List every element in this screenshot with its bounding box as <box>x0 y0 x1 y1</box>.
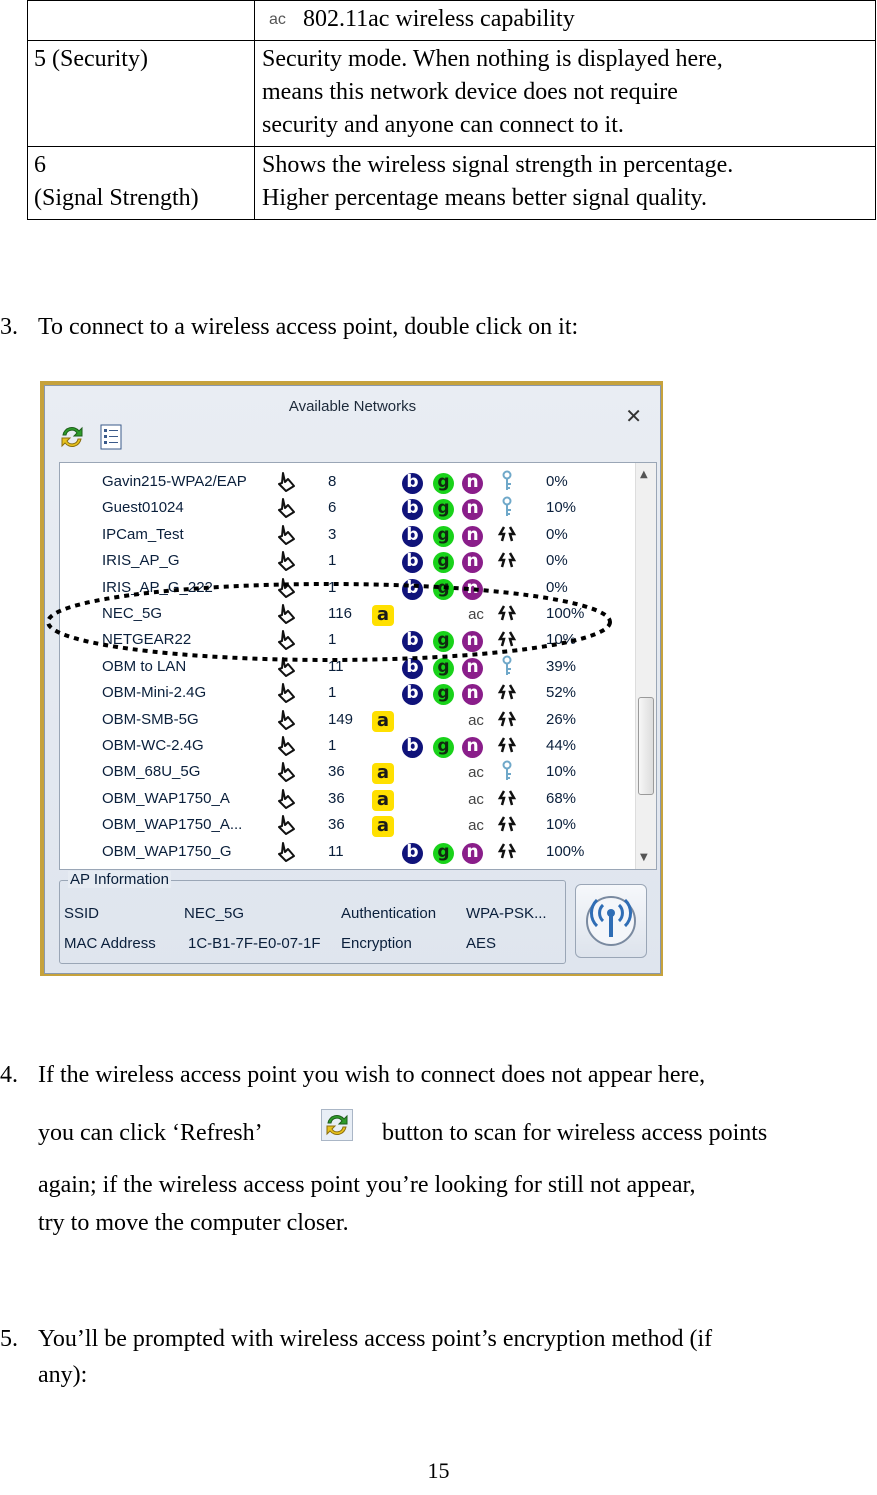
cell-text: means this network device does not require <box>262 79 678 105</box>
mode-b-icon: b <box>402 499 423 520</box>
signal-strength: 0% <box>546 578 568 596</box>
mode-g-icon: g <box>433 473 454 494</box>
signal-strength: 10% <box>546 816 577 834</box>
table-cell <box>255 41 876 147</box>
ap-information-legend: AP Information <box>70 871 169 888</box>
mode-n-icon: n <box>462 684 483 705</box>
mode-b-icon: b <box>402 737 423 758</box>
network-ssid: IRIS_AP_G_222 <box>102 578 213 596</box>
mode-g-icon: g <box>433 737 454 758</box>
step-text: any): <box>38 1362 88 1388</box>
network-ssid: IRIS_AP_G <box>102 552 180 570</box>
mode-b-icon: b <box>402 526 423 547</box>
legend-table <box>27 0 876 220</box>
list-view-icon[interactable] <box>97 422 127 452</box>
mode-b-icon: b <box>402 579 423 600</box>
network-channel: 11 <box>328 657 344 675</box>
mode-g-icon: g <box>433 658 454 679</box>
network-ssid: OBM to LAN <box>102 657 187 675</box>
network-channel: 1 <box>328 684 337 702</box>
network-list[interactable] <box>59 462 657 870</box>
signal-strength: 0% <box>546 473 568 490</box>
scroll-down-icon[interactable]: ▼ <box>640 852 648 863</box>
security-key-icon <box>496 760 518 782</box>
mode-n-icon: n <box>462 631 483 652</box>
security-key-icon <box>496 496 518 518</box>
ssid-label: SSID <box>64 905 100 922</box>
infrastructure-icon <box>274 523 298 547</box>
network-ssid: Gavin215-WPA2/EAP <box>102 473 247 490</box>
network-ssid: NEC_5G <box>102 605 163 622</box>
infrastructure-icon <box>274 760 298 784</box>
mode-n-icon: n <box>462 658 483 679</box>
table-row <box>28 41 876 147</box>
wireless-connect-icon <box>576 885 646 957</box>
mac-address-value: 1C-B1-7F-E0-07-1F <box>188 935 321 952</box>
network-ssid: OBM_WAP1750_A <box>102 789 230 807</box>
network-channel: 149 <box>328 710 354 728</box>
network-row[interactable] <box>60 707 626 733</box>
network-ssid: Guest01024 <box>102 499 184 517</box>
infrastructure-icon <box>274 496 298 520</box>
step-text: If the wireless access point you wish to connect does not appear here, <box>38 1062 706 1088</box>
infrastructure-icon <box>274 840 298 864</box>
cell-text: (Signal Strength) <box>34 185 199 211</box>
open-security-icon <box>496 787 518 809</box>
infrastructure-icon <box>274 708 298 732</box>
network-ssid: OBM_WAP1750_G <box>102 842 232 860</box>
refresh-icon <box>321 1109 353 1141</box>
signal-strength: 39% <box>546 657 577 675</box>
signal-strength: 100% <box>546 842 585 860</box>
step-5 <box>0 1322 877 1402</box>
infrastructure-icon <box>274 787 298 811</box>
network-row[interactable] <box>60 548 626 574</box>
network-channel: 8 <box>328 473 337 490</box>
signal-strength: 0% <box>546 525 568 543</box>
step-text: button to scan for wireless access points <box>382 1120 768 1146</box>
mac-address-label: MAC Address <box>64 935 156 952</box>
infrastructure-icon <box>274 813 298 837</box>
network-channel: 1 <box>328 578 337 596</box>
cell-text: 802.11ac wireless capability <box>303 6 575 32</box>
open-security-icon <box>496 549 518 571</box>
open-security-icon <box>496 734 518 756</box>
network-ssid: OBM_68U_5G <box>102 763 201 781</box>
mode-g-icon: g <box>433 552 454 573</box>
cell-text: 6 <box>34 152 46 178</box>
mode-b-icon: b <box>402 658 423 679</box>
ssid-value: NEC_5G <box>184 905 245 922</box>
table-cell <box>255 1 876 41</box>
infrastructure-icon <box>274 470 298 494</box>
refresh-icon[interactable] <box>57 422 87 452</box>
network-channel: 36 <box>328 789 345 807</box>
step-text: You’ll be prompted with wireless access point’s encryption method (if <box>38 1326 713 1352</box>
mode-ac-icon: ac <box>468 606 484 623</box>
open-security-icon <box>496 813 518 835</box>
mode-ac-icon: ac <box>468 817 484 835</box>
mode-g-icon: g <box>433 631 454 652</box>
network-row[interactable] <box>60 839 626 865</box>
network-channel: 1 <box>328 737 337 754</box>
network-ssid: OBM-WC-2.4G <box>102 737 204 754</box>
open-security-icon <box>496 523 518 545</box>
page-number: 15 <box>427 1458 450 1483</box>
step-4 <box>0 1058 877 1248</box>
mode-n-icon: n <box>462 552 483 573</box>
network-channel: 3 <box>328 525 337 543</box>
table-row <box>28 1 876 41</box>
network-ssid: OBM-Mini-2.4G <box>102 684 207 702</box>
mode-n-icon: n <box>462 473 483 494</box>
security-key-icon <box>496 470 518 492</box>
cell-text: security and anyone can connect to it. <box>262 112 624 138</box>
scroll-thumb[interactable] <box>638 697 654 795</box>
authentication-value: WPA-PSK... <box>466 905 547 922</box>
mode-g-icon: g <box>433 579 454 600</box>
signal-strength: 10% <box>546 763 577 781</box>
signal-strength: 26% <box>546 710 577 728</box>
mode-n-icon: n <box>462 843 483 864</box>
network-row[interactable] <box>60 759 626 785</box>
network-ssid: NETGEAR22 <box>102 631 192 649</box>
mode-ac-icon: ac <box>468 790 484 808</box>
mode-n-icon: n <box>462 737 483 758</box>
open-security-icon <box>496 840 518 862</box>
ac-mode-icon: ac <box>269 11 286 28</box>
cell-text: Security mode. When nothing is displayed here, <box>262 46 723 72</box>
table-cell <box>255 147 876 220</box>
network-channel: 1 <box>328 552 337 570</box>
infrastructure-icon <box>274 734 298 758</box>
network-row[interactable] <box>60 733 626 759</box>
step-text: you can click ‘Refresh’ <box>38 1120 263 1146</box>
mode-b-icon: b <box>402 473 423 494</box>
mode-ac-icon: ac <box>468 764 484 782</box>
ap-information-panel <box>59 871 566 964</box>
mode-g-icon: g <box>433 526 454 547</box>
scrollbar[interactable] <box>635 463 656 869</box>
network-row[interactable] <box>60 495 626 521</box>
encryption-value: AES <box>466 935 497 952</box>
network-channel: 36 <box>328 763 345 781</box>
step-number: 3. <box>0 314 18 340</box>
network-ssid: IPCam_Test <box>102 525 184 543</box>
step-text: To connect to a wireless access point, double click on it: <box>38 314 579 340</box>
mode-a-icon: a <box>372 790 394 811</box>
infrastructure-icon <box>274 681 298 705</box>
mode-b-icon: b <box>402 843 423 864</box>
network-row[interactable] <box>60 522 626 548</box>
signal-strength: 44% <box>546 737 577 754</box>
network-row[interactable] <box>60 469 626 495</box>
cell-text: Higher percentage means better signal quality. <box>262 185 707 211</box>
open-security-icon <box>496 681 518 703</box>
authentication-label: Authentication <box>341 905 437 922</box>
signal-strength: 52% <box>546 684 577 702</box>
close-icon[interactable]: ✕ <box>625 404 642 428</box>
mode-b-icon: b <box>402 552 423 573</box>
network-channel: 6 <box>328 499 337 517</box>
encryption-label: Encryption <box>341 935 412 952</box>
mode-n-icon: n <box>462 579 483 600</box>
infrastructure-icon <box>274 549 298 573</box>
signal-strength: 10% <box>546 499 577 517</box>
mode-n-icon: n <box>462 526 483 547</box>
step-text: again; if the wireless access point you’re looking for still not appear, <box>38 1172 696 1198</box>
table-row <box>28 147 876 220</box>
mode-a-icon: a <box>372 605 394 626</box>
mode-g-icon: g <box>433 843 454 864</box>
table-cell: 5 (Security) <box>28 41 255 147</box>
step-number: 5. <box>0 1326 18 1352</box>
network-channel: 116 <box>328 605 352 622</box>
mode-ac-icon: ac <box>468 711 484 729</box>
network-channel: 36 <box>328 816 345 834</box>
mode-a-icon: a <box>372 763 394 784</box>
signal-strength: 10% <box>546 631 577 649</box>
available-networks-window <box>40 381 663 976</box>
open-security-icon <box>496 708 518 730</box>
network-channel: 11 <box>328 842 344 860</box>
signal-strength: 0% <box>546 552 568 570</box>
mode-g-icon: g <box>433 684 454 705</box>
cell-text: Shows the wireless signal strength in percentage. <box>262 152 734 178</box>
scroll-up-icon[interactable]: ▲ <box>640 469 648 480</box>
network-row[interactable] <box>60 786 626 812</box>
table-cell <box>28 147 255 220</box>
highlight-ellipse <box>45 578 613 663</box>
mode-a-icon: a <box>372 711 394 732</box>
mode-b-icon: b <box>402 631 423 652</box>
network-row[interactable] <box>60 680 626 706</box>
table-cell <box>28 1 255 41</box>
network-ssid: OBM_WAP1750_A... <box>102 816 243 834</box>
network-channel: 1 <box>328 631 337 649</box>
mode-a-icon: a <box>372 816 394 837</box>
step-number: 4. <box>0 1062 18 1088</box>
mode-b-icon: b <box>402 684 423 705</box>
step-text: try to move the computer closer. <box>38 1210 349 1236</box>
connect-button[interactable] <box>575 884 647 958</box>
window-title: Available Networks <box>288 398 417 415</box>
network-row[interactable] <box>60 812 626 838</box>
network-ssid: OBM-SMB-5G <box>102 710 199 728</box>
signal-strength: 68% <box>546 789 577 807</box>
signal-strength: 100% <box>546 605 585 622</box>
window-body <box>44 385 661 974</box>
mode-n-icon: n <box>462 499 483 520</box>
mode-g-icon: g <box>433 499 454 520</box>
